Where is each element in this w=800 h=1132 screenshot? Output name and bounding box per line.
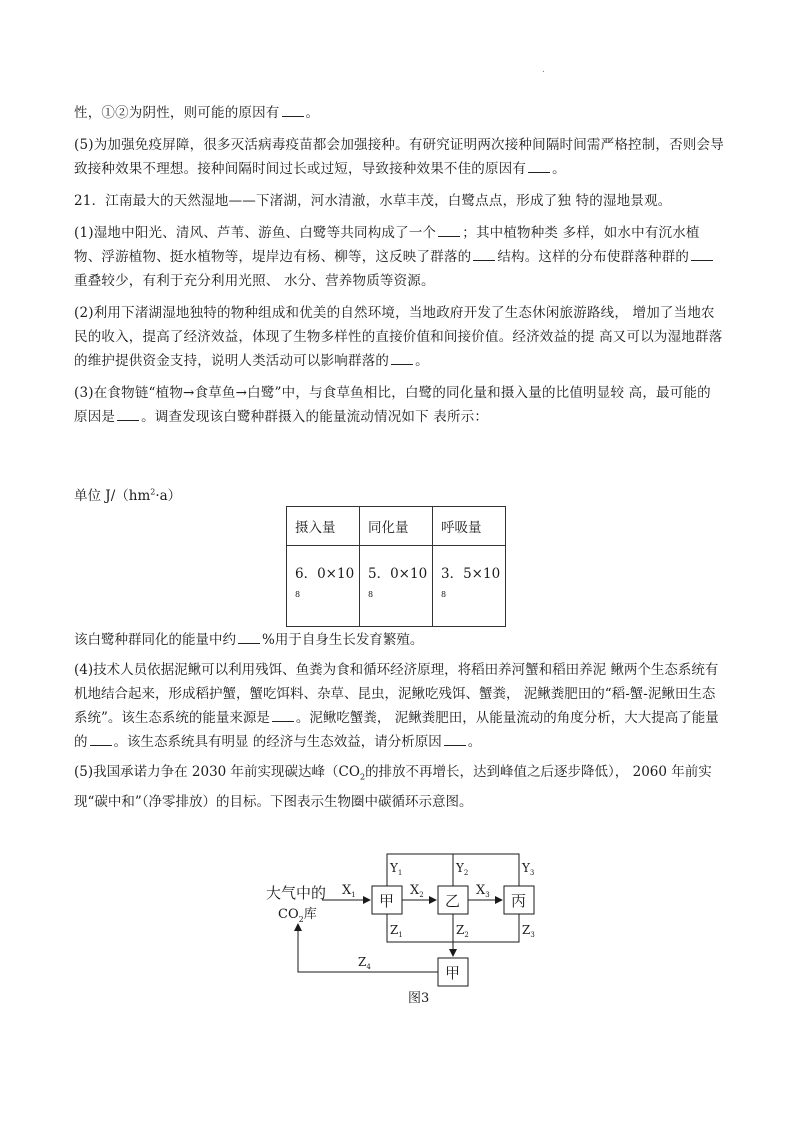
table-unit: 单位 $J/(hm^2\cdot a)$ bbox=[74, 487, 182, 504]
paragraph-text: 重叠较少，有利于充分利用光照、 水分、营养物质等资源。 bbox=[74, 273, 435, 289]
paragraph: (4)技术人员依据泥鳅可以利用残饵、鱼粪为食和循环经济原理，将稻田养河蟹和稻田养泥 鳅两个生态系统有机地结合起来，形成稻护蟹，蟹吃饵料、杂草、昆虫，泥鳅吃残饵、蟹粪， 泥鳅粪肥田的“稻-蟹-泥鳅田生态系统”。该生态系统的能量来源是 。泥鳅吃蟹粪， 泥鳅粪肥田，从能量流动的角度分析，大大提高了能量的 。该生态系统具有明显 的经济与生态效益，请分析原因 。 bbox=[74, 662, 719, 750]
figure-caption: 图3 bbox=[408, 991, 430, 1006]
label-z4: $Z_4$ bbox=[358, 955, 371, 971]
paragraph: 该白鹭种群同化的能量中约 %用于自身生长发育繁殖。 bbox=[74, 628, 724, 652]
paragraph-text: (2)利用下渚湖湿地独特的物种组成和优美的自然环境，当地政府开发了生态休闲旅游路线， 增加了当地农民的收入，提高了经济效益，体现了生物多样性的直接价值和间接价值。经济效益的提 高又可以为湿地群落的维护提供资金支持，说明人类活动可以影响群落的 bbox=[74, 305, 723, 369]
primary-consumer-label: 乙 bbox=[445, 892, 461, 910]
label-x2: $X_2$ bbox=[410, 883, 424, 899]
table-row bbox=[287, 546, 506, 627]
answer-blank[interactable] bbox=[391, 350, 413, 365]
table-cell: 3．5×10 8 bbox=[433, 546, 506, 627]
question-title: 21．江南最大的天然湿地——下渚湖，河水清澈，水草丰茂，白鹭点点，形成了独 特的湿地景观。 bbox=[74, 193, 672, 209]
paragraph: 性，①②为阴性，则可能的原因有 。 bbox=[74, 101, 724, 125]
paragraph: (2)利用下渚湖湿地独特的物种组成和优美的自然环境，当地政府开发了生态休闲旅游路线， 增加了当地农民的收入，提高了经济效益，体现了生物多样性的直接价值和间接价值。经济效益的提 高又可以为湿地群落的维护提供资金支持，说明人类活动可以影响群落的 。 bbox=[74, 305, 723, 369]
paragraph: (5)为加强免疫屏障，很多灭活病毒疫苗都会加强接种。有研究证明两次接种间隔时间需严格控制，否则会导致接种效果不理想。接种间隔时间过长或过短，导致接种效果不佳的原因有 。 bbox=[74, 137, 724, 177]
energy-table bbox=[286, 506, 506, 627]
page-mark: . bbox=[542, 64, 545, 75]
label-x3: $X_3$ bbox=[476, 883, 490, 899]
label-x1: $X_1$ bbox=[342, 883, 356, 899]
carbon-cycle-diagram bbox=[260, 848, 560, 1008]
answer-blank[interactable] bbox=[691, 246, 713, 261]
answer-blank[interactable] bbox=[117, 406, 139, 421]
decomposer-label: 甲 bbox=[445, 964, 461, 982]
paragraph-text: 性，①②为阴性，则可能的原因有 bbox=[74, 105, 280, 121]
table-header: 摄入量 bbox=[287, 507, 360, 546]
label-y2: $Y_2$ bbox=[456, 861, 469, 877]
secondary-consumer-label: 丙 bbox=[511, 892, 527, 910]
table-header: 同化量 bbox=[360, 507, 433, 546]
producer-label: 甲 bbox=[379, 892, 395, 910]
label-z1: $Z_1$ bbox=[390, 923, 403, 939]
paragraph-text: 结构。这样的分布使群落种群的 bbox=[497, 249, 690, 265]
question-body-continued bbox=[74, 628, 724, 814]
paragraph-text: (3)在食物链“植物→食草鱼→白鹭”中，与食草鱼相比，白鹭的同化量和摄入量的比值明显较 高，最可能的原因是 bbox=[74, 385, 711, 425]
answer-blank[interactable] bbox=[238, 629, 260, 644]
answer-blank[interactable] bbox=[90, 731, 112, 746]
answer-blank[interactable] bbox=[444, 731, 466, 746]
question-body bbox=[74, 101, 724, 429]
paragraph-text: 调查发现该白鹭种群摄入的能量流动情况如下 表所示： bbox=[154, 409, 489, 425]
co2-pool-label-line2: $CO_2$库 bbox=[278, 907, 317, 924]
label-y3: $Y_3$ bbox=[522, 861, 535, 877]
paragraph-text: (1)湿地中阳光、清风、芦苇、游鱼、白鹭等共同构成了一个 bbox=[74, 225, 437, 241]
co2-pool-label-line1: 大气中的 bbox=[266, 884, 327, 902]
table-header: 呼吸量 bbox=[433, 507, 506, 546]
table-header-row bbox=[287, 507, 506, 546]
label-z2: $Z_2$ bbox=[456, 923, 469, 939]
paragraph: (1)湿地中阳光、清风、芦苇、游鱼、白鹭等共同构成了一个 ；其中植物种类 多样，如水中有沉水植物、浮游植物、挺水植物等，堤岸边有杨、柳等，这反映了群落的 结构。这样的分布使群落种群的重叠较少，有利于充分利用光照、 水分、营养物质等资源。 bbox=[74, 221, 724, 293]
table-cell: 5．0×10 8 bbox=[360, 546, 433, 627]
table-cell: 6．0×10 8 bbox=[287, 546, 360, 627]
answer-blank[interactable] bbox=[473, 246, 495, 261]
paragraph: (3)在食物链“植物→食草鱼→白鹭”中，与食草鱼相比，白鹭的同化量和摄入量的比值明显较 高，最可能的原因是 。调查发现该白鹭种群摄入的能量流动情况如下 表所示： bbox=[74, 385, 711, 425]
paragraph-text: 其中植物种类 多样，如水中有沉水植物、浮游植物、挺水植物等，堤岸边有杨、柳等，这反映了群落的 bbox=[74, 225, 700, 265]
answer-blank[interactable] bbox=[438, 222, 460, 237]
answer-blank[interactable] bbox=[282, 102, 304, 117]
answer-blank[interactable] bbox=[272, 707, 294, 722]
paragraph: (5)我国承诺力争在 2030 年前实现碳达峰（$CO_2$的排放不再增长，达到峰值之后逐步降低）， 2060 年前实现“碳中和”（净零排放）的目标。下图表示生物圈中碳循环示意图。 bbox=[74, 764, 712, 810]
label-z3: $Z_3$ bbox=[522, 923, 535, 939]
paragraph-text: (5)为加强免疫屏障，很多灭活病毒疫苗都会加强接种。有研究证明两次接种间隔时间需严格控制，否则会导致接种效果不理想。接种间隔时间过长或过短，导致接种效果不佳的原因有 bbox=[74, 137, 724, 177]
answer-blank[interactable] bbox=[528, 158, 550, 173]
label-y1: $Y_1$ bbox=[390, 861, 403, 877]
